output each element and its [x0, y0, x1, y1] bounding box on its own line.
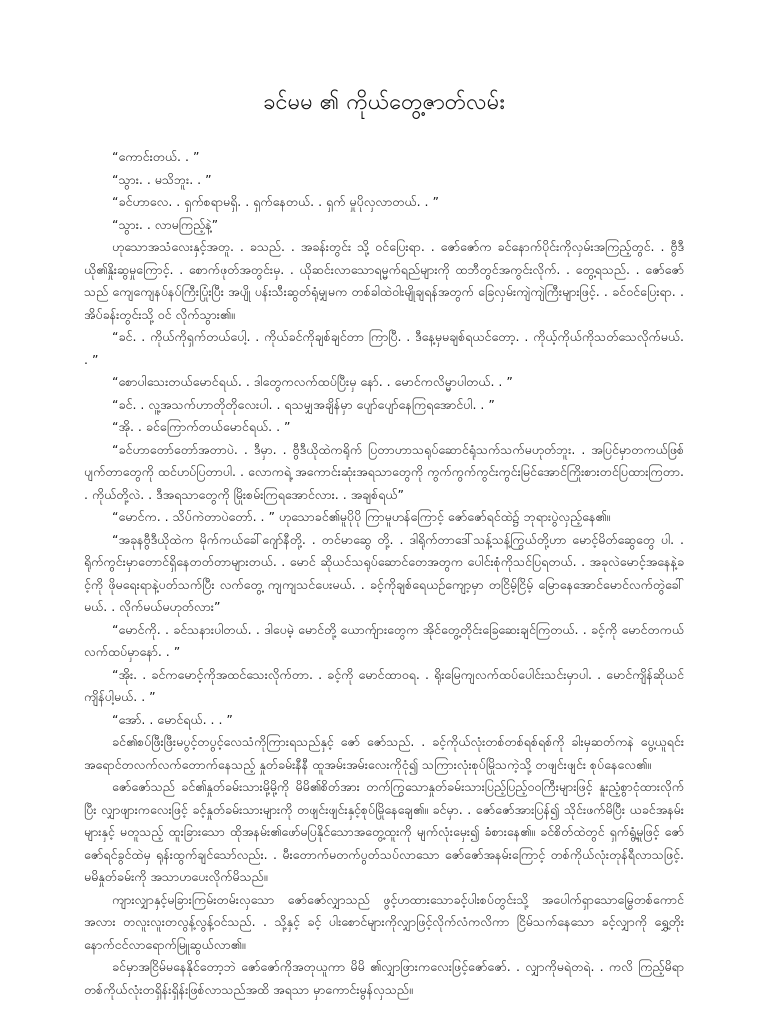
paragraph: “ခင်ဟာလေ. . ရှက်စရာမရှိ. . ရှက်နေတယ်. . ရှက် မှုပိုလှလာတယ်. . ” — [112, 194, 439, 209]
paragraph: “မောင်ကို. . ခင်သနားပါတယ်. . ဒါပေမဲ့ မောင်တို့ ယောက်ျားတွေက အိုင်တွေ့တိုင်းခြေဆေးချင်ကြတယ်. . ခင့်ကို မောင်တကယ်လက်ထပ်မှာနော်. . ” — [84, 621, 684, 659]
paragraph: “အိုး. . ခင်ကမောင့်ကိုအထင်သေးလိုက်တာ. . ခင့်ကို မောင်ထာဝရ. . ရိုးမြေကျလက်ထပ်ပေါင်းသင်းမှာပါ. . မောင်ကျိန်ဆိုယင်ကျိန်ပါ့မယ်. . ” — [84, 666, 684, 704]
paragraph: ဇော်ဇော်သည် ခင်၏နှုတ်ခမ်းသားမို့မို့ကို မိမိ၏စိတ်အား တက်ကြွသောနှုတ်ခမ်းသားပြည့်ပြည့်ဝဝကြီးများဖြင့် နူးညံ့စွာငုံထားလိုက်ပြီး လျှာဖျားကလေးဖြင့် ခင့်နှုတ်ခမ်းသားများကို တဖျင်းဖျင်းနှင့်စုပ်မြိုနေချေ၏။ ခင်မှာ. . ဇော်ဇော်အားပြန်၍ သိုင်းဖက်မိပြီး ယခင်အနမ်းများနှင့် မတူသည့် ထူးခြားသော ထိုအနမ်း၏ဖော်မပြနိုင်သောအတွေ့ထူးကို မျက်လုံးမှေး၍ ခံစားနေ၏။ ခင်စိတ်ထဲတွင် ရှက်ရွံ့မှုဖြင့် ဇော်ဇော်ရင်ခွင်ထဲမှ ရုန်းထွက်ချင်သော်လည်း. . မီးတောက်မတက်ပွတ်သပ်လာသော ဇော်ဇော်အနမ်းကြောင့် တစ်ကိုယ်လုံးတုန်ရီလာသဖြင့်. မမိနှုတ်ခမ်းကို အသာဟပေးလိုက်မိသည်။ — [84, 779, 684, 884]
paragraph: “ခင်ဟာတော်တော်အတာပဲ. . ဒီမှာ. . ဗွီဒီယိုထဲကရိုက် ပြတာဟာသရုပ်ဆောင်ရုံသက်သက်မဟုတ်ဘူး. . အပြင်မှာတကယ်ဖြစ်ပျက်တာတွေကို ထင်ဟပ်ပြတာပါ. . လောကရဲ့ အကောင်းဆုံးအရသာတွေကို ကွက်ကွက်ကွင်းကွင်းမြင်အောင်ကြိုးစားတင်ပြထားကြတာ. . ကိုယ်တို့လဲ. . ဒီအရသာတွေကို မြိုးစမ်းကြရအောင်လား. . အချစ်ရယ်” — [84, 441, 684, 502]
paragraph: “သွား. . မသိဘူး. . ” — [112, 171, 212, 187]
paragraph: “ခင်. . ကိုယ်ကိုရှက်တယ်ပေါ့. . ကိုယ်ခင်ကိုချစ်ချင်တာ ကြာပြီ. . ဒီနေ့မှမချစ်ရယင်တော့. . ကိုယ့်ကိုယ်ကိုသတ်သေလိုက်မယ်. . ” — [84, 329, 684, 367]
paragraph: ကျားလျှာနှင့်မခြားကြမ်းတမ်းလှသော ဇော်ဇော်လျှာသည် ဖွင့်ဟထားသောခင့်ပါးစပ်တွင်းသို့ အပေါက်ရှာသောမြွေတစ်ကောင်အလား တလူးလူးတလွန့်လွန့်ဝင်သည်. . သို့နှင့် ခင့် ပါးစောင်များကိုလျှာဖြင့်လိုက်လံကလိကာ ငြိမ်သက်နေသော ခင့်လျှာကို ရွှေ့တိုးနောက်ငင်လာရောက်မြူဆွယ်လာ၏။ — [84, 891, 684, 952]
paragraph: “စောပါသေးတယ်မောင်ရယ်. . ဒါတွေကလက်ထပ်ပြီးမှ နော်. . မောင်ကလိမ္မာပါတယ်. . ” — [112, 374, 513, 389]
paragraph: “ခင်. . လူ့အသက်ဟာတိုတိုလေးပါ. . ရသမျှအချိန်မှာ ပျော်ပျော်နေကြရအောင်ပါ. . ” — [112, 396, 495, 412]
paragraph: “အခုနဗွီဒီယိုထဲက မိုက်ကယ်ခေါ်ဂျော်နီတို့. . တင်မာဆွေ တို့. . ဒါရိုက်တာဒေါ်သန့်သန့်ကြွယ်တို့ဟာ မောင့်မိတ်ဆွေတွေ ပါ. . ရိုက်ကွင်းမှာတောင်ရှိနေတတ်တာများတယ်. . မောင် ဆိုယင်သရုပ်ဆောင်တေအတွက ပေါင်းစုံကိုသင်ပြရတယ်. . အခုလဲမောင့်အနေနဲ့ခင့်ကို ဖိုမရေးရာနဲ့ပတ်သက်ပြီး လက်တွေ့ ကျကျသင်ပေးမယ်. . ခင့်ကိုချစ်ရေယဉ်ကျော့မှာ တငြိမ့်ငြိမ့် မြောနေအောင်မောင်လက်တွဲခေါ်မယ်. . လိုက်မယ်မဟုတ်လား” — [84, 531, 684, 614]
paragraph: ခင်မှာအငြိမ်မနေနိုင်တော့ဘဲ ဇော်ဇော်ကိုအတုယူကာ မိမိ ၏လျှာဖြားကလေးဖြင့်ဇော်ဇော်. . လျှာကိုမရဲတရဲ. . ကလိ ကြည့်မိရာတစ်ကိုယ်လုံးတရှိန်းရှိန်းဖြစ်လာသည်အထိ အရသာ မှာကောင်းမွန်လှသည်။ — [84, 959, 684, 997]
document-body — [84, 146, 684, 1001]
paragraph: “အို. . ခင်ကြောက်တယ်မောင်ရယ်. . ” — [112, 419, 291, 434]
paragraph: ဟုသောအသံလေးနှင့်အတူ. . ခသည်. . အခန်းတွင်း သို့ ဝင်ပြေးရာ. . ဇော်ဇော်က ခင်နောက်ပိုင်းကိုလှမ်းအကြည့်တွင်. . ဗွီဒီယို၏နှိုးဆွမှုကြောင့်. . စောက်ဖုတ်အတွင်းမှ. . ယိုဆင်းလာသောရမ္မက်ရည်များကို ထဘီတွင်အကွင်းလိုက်. . တွေ့ရသည်. . ဇော်ဇော်သည် ကျေကျေနပ်နပ်ကြီးပြုံးပြီး အပျို ပန်းသီးဆွတ်ရုံမျှမက တစ်ခါထဲဝါးမျိုချရန်အတွက် ခြေလှမ်းကျဲကျဲကြီးများဖြင့်. . ခင်ဝင်ပြေးရာ. . အိပ်ခန်းတွင်းသို့ ဝင် လိုက်သွား၏။ — [84, 239, 684, 322]
paragraph: “ကောင်းတယ်. . ” — [112, 149, 200, 164]
paragraph: “အော်. . မောင်ရယ်. . . ” — [112, 711, 233, 727]
document-title: ခင်မမ ၏ ကိုယ်တွေ့ဇာတ်လမ်း — [263, 90, 505, 115]
paragraph: “မောင်က. . သိပ်ကဲတာပဲတော်. . ” ဟုသောခင်၏မူပိုပို ကြာမူဟန်ကြောင့် ဇော်ဇော်ရင်ထဲ၌ ဘုရားပွဲလှည့်နေ၏။ — [112, 509, 611, 524]
paragraph: “သွား. . လာမကြည့်နဲ့” — [112, 216, 219, 232]
paragraph: ခင်၏စပ်ဖြီးဖြီးမပွင့်တပွင့်လေသံကိုကြားရသည်နှင့် ဇော် ဇော်သည်. . ခင့်ကိုယ်လုံးတစ်တစ်ရစ်ရစ်ကို ခါးမှဆတ်ကနဲ ပွေ့ယူရင်း အရောင်တလက်လက်တောက်နေသည့် နှုတ်ခမ်းနီနီ ထူအမ်းအမ်းလေးကိုငုံ၍ သကြားလုံးစုပ်မြိုသကဲ့သို့ တဖျင်းဖျင်း စုပ်နေလေ၏။ — [84, 734, 684, 772]
